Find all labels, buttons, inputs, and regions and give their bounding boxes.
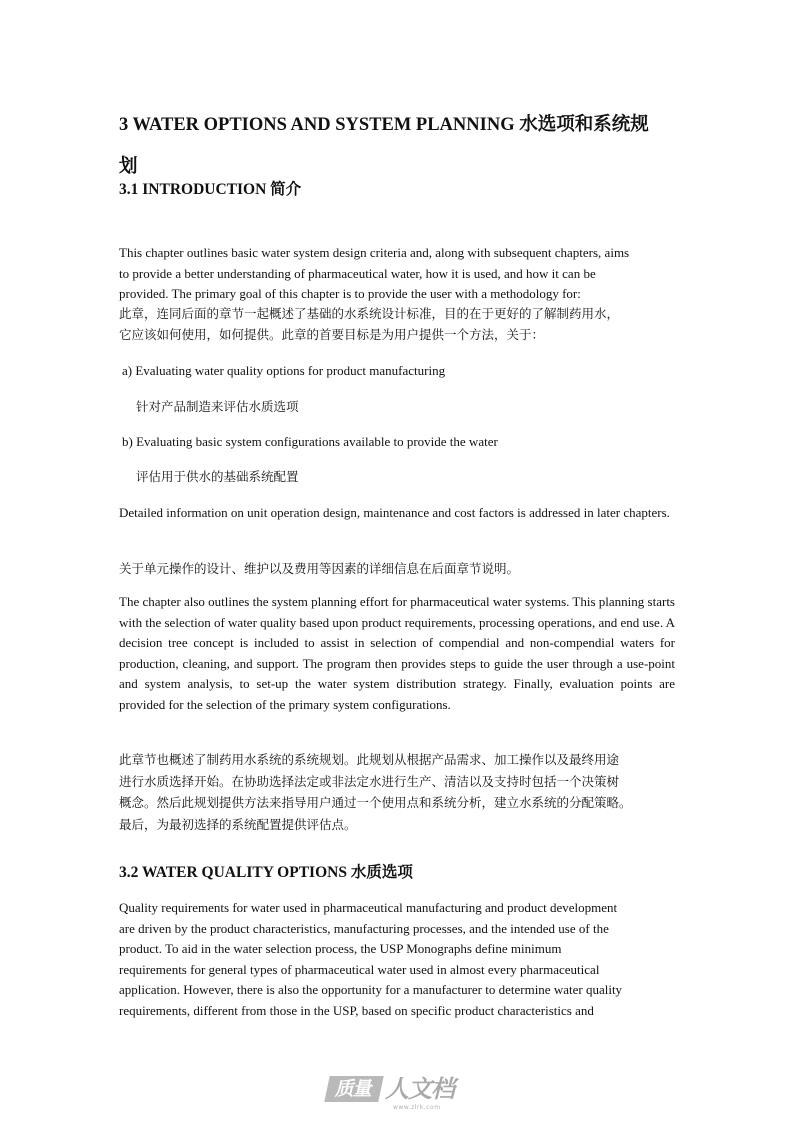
intro-paragraph-zh [119,304,675,345]
chapter-heading [119,104,679,188]
intro-en-line-3: provided. The primary goal of this chapter is to provide the user with a methodology for: [119,286,581,301]
watermark-text: 人文档 [385,1075,454,1103]
watermark-mark: 质量 [324,1076,384,1102]
planning-paragraph-zh [119,749,675,835]
planning-zh-line-2: 进行水质选择开始。在协助选择法定或非法定水进行生产、清洁以及支持时包括一个决策树 [119,773,620,789]
intro-zh-line-2: 它应该如何使用，如何提供。此章的首要目标是为用户提供一个方法，关于： [119,326,545,342]
watermark-logo [327,1072,467,1112]
chapter-heading-line-2: 划 [119,157,138,177]
quality-en-line-6: requirements, different from those in the USP, based on specific product characteristics and [119,1002,594,1018]
planning-zh-line-1: 此章节也概述了制药用水系统的系统规划。此规划从根据产品需求、加工操作以及最终用途 [119,752,620,767]
item-a-en: a) Evaluating water quality options for product manufacturing [122,363,446,378]
section-3-1-title: 3.1 INTRODUCTION 简介 [119,181,302,198]
planning-zh-line-3: 概念。然后此规划提供方法来指导用户通过一个使用点和系统分析，建立水系统的分配策略。 [119,795,632,810]
planning-zh-line-4: 最后，为最初选择的系统配置提供评估点。 [119,816,357,832]
chapter-heading-line-1: 3 WATER OPTIONS AND SYSTEM PLANNING 水选项和系统规 [119,115,649,135]
detail-paragraph-zh: 关于单元操作的设计、维护以及费用等因素的详细信息在后面章节说明。 [119,561,520,576]
intro-zh-line-1: 此章，连同后面的章节一起概述了基础的水系统设计标准，目的在于更好的了解制药用水， [119,306,620,321]
quality-en-line-1: Quality requirements for water used in pharmaceutical manufacturing and product development [119,900,618,915]
item-a-zh: 针对产品制造来评估水质选项 [136,399,299,414]
planning-paragraph-en: The chapter also outlines the system planning effort for pharmaceutical water systems. This planning starts with the selection of water quality based upon product requirements, processing operations, and end use. A decision tree concept is included to assist in selection of compendial and non-compendial waters for production, cleaning, and support. The program then provides steps to guide the user through a use-point and system analysis, to set-up the water system distribution strategy. Finally, evaluation points are provided for the selection of the primary system configurations. [119,594,675,712]
section-3-2-title: 3.2 WATER QUALITY OPTIONS 水质选项 [119,864,413,881]
intro-paragraph-en [119,243,675,305]
intro-en-line-2: to provide a better understanding of pharmaceutical water, how it is used, and how it can be [119,265,596,281]
quality-en-line-3: product. To aid in the water selection process, the USP Monographs define minimum [119,941,562,956]
item-b-zh: 评估用于供水的基础系统配置 [136,469,299,484]
quality-en-line-5: application. However, there is also the opportunity for a manufacturer to determine water quality [119,982,623,997]
quality-paragraph-en [119,898,675,1021]
detail-paragraph-en: Detailed information on unit operation design, maintenance and cost factors is addressed in later chapters. [119,505,670,520]
intro-en-line-1: This chapter outlines basic water system design criteria and, along with subsequent chapters, aims [119,245,630,260]
item-b-en: b) Evaluating basic system configurations available to provide the water [122,434,498,449]
watermark-url: www.zlrk.com [393,1104,441,1111]
quality-en-line-2: are driven by the product characteristics, manufacturing processes, and the intended use of the [119,920,609,936]
quality-en-line-4: requirements for general types of pharmaceutical water used in almost every pharmaceutical [119,961,600,977]
